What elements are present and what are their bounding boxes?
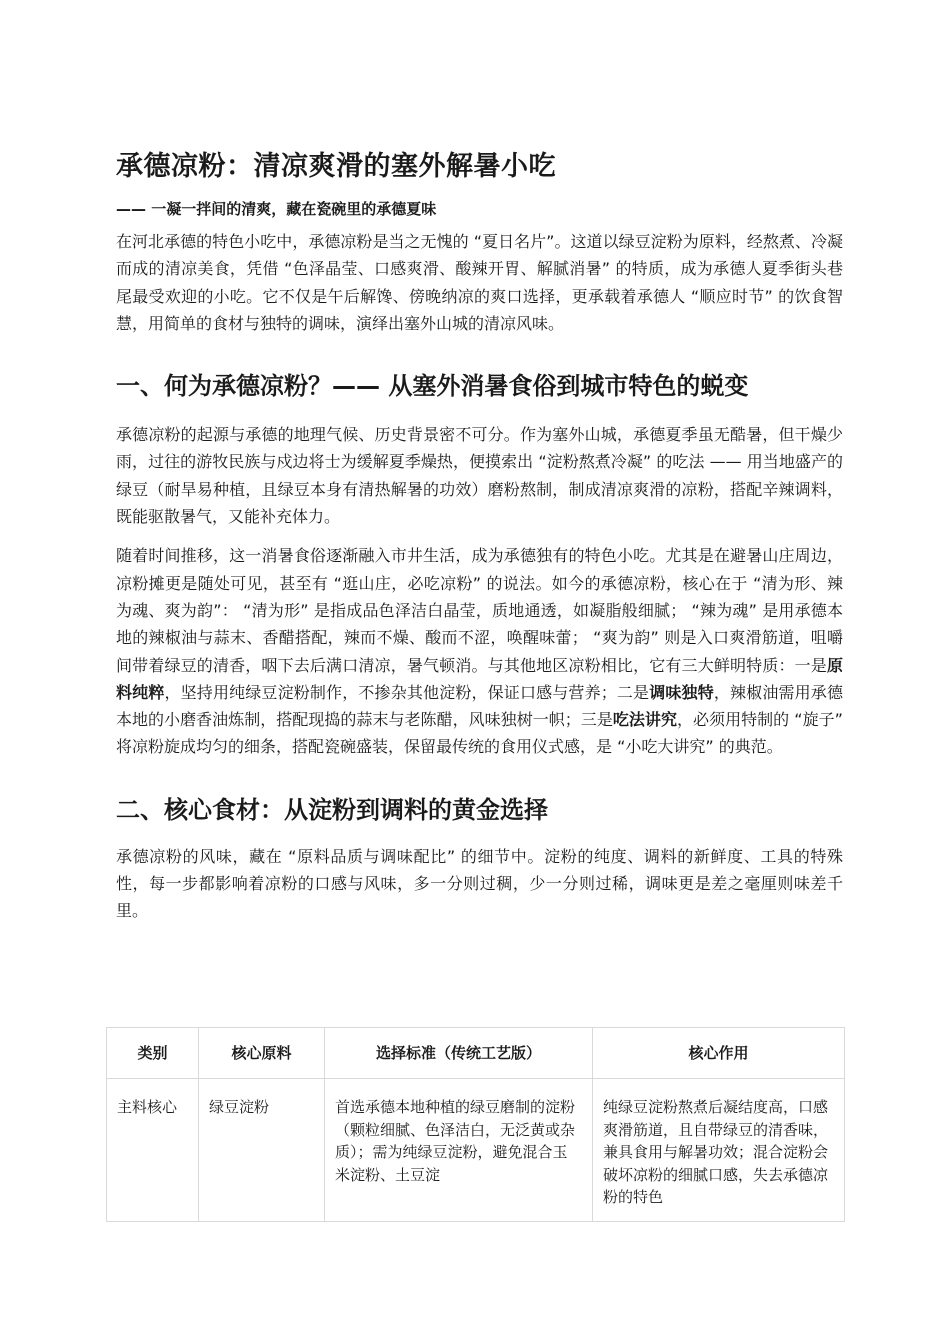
intro-paragraph: 在河北承德的特色小吃中，承德凉粉是当之无愧的 “夏日名片”。这道以绿豆淀粉为原料，经熬煮、冷凝而成的清凉美食，凭借 “色泽晶莹、口感爽滑、酸辣开胃、解腻消暑” 的特质，成为承德人夏季街头巷尾最受欢迎的小吃。它不仅是午后解馋、傍晚纳凉的爽口选择，更承载着承德人 “顺应时节” 的饮食智慧，用简单的食材与独特的调味，演绎出塞外山城的清凉风味。 [116, 232, 843, 333]
column-header-category: 类别 [107, 1028, 199, 1079]
column-header-standard: 选择标准（传统工艺版） [325, 1028, 593, 1079]
section-1-heading: 一、何为承德凉粉？—— 从塞外消暑食俗到城市特色的蜕变 [116, 372, 749, 401]
paragraph-text: ，坚持用纯绿豆淀粉制作，不掺杂其他淀粉，保证口感与营养；二是 [164, 682, 650, 702]
article-body [116, 148, 843, 925]
cell-standard: 首选承德本地种植的绿豆磨制的淀粉（颗粒细腻、色泽洁白，无泛黄或杂质）；需为纯绿豆淀粉，避免混合玉米淀粉、土豆淀 [325, 1079, 593, 1222]
paragraph-text: ，必须用特制的 “旋子” 将凉粉旋成均匀的细条，搭配瓷碗盛装，保留最传统的食用仪式感，是 “小吃大讲究” 的典范。 [116, 710, 843, 757]
page-subtitle: —— 一凝一拌间的清爽，藏在瓷碗里的承德夏味 [116, 200, 437, 218]
column-header-material: 核心原料 [199, 1028, 325, 1079]
cell-role: 纯绿豆淀粉熬煮后凝结度高，口感爽滑筋道，且自带绿豆的清香味，兼具食用与解暑功效；混合淀粉会破坏凉粉的细腻口感，失去承德凉粉的特色 [593, 1079, 845, 1222]
table-row [107, 1079, 845, 1222]
section-1-paragraph-2 [116, 542, 843, 760]
page-title: 承德凉粉：清凉爽滑的塞外解暑小吃 [116, 151, 556, 182]
table-header-row [107, 1028, 845, 1079]
paragraph-text: 随着时间推移，这一消暑食俗逐渐融入市井生活，成为承德独有的特色小吃。尤其是在避暑山庄周边，凉粉摊更是随处可见，甚至有 “逛山庄，必吃凉粉” 的说法。如今的承德凉粉，核心在于 “清为形、辣为魂、爽为韵”： “清为形” 是指成品色泽洁白晶莹，质地通透，如凝脂般细腻； “辣为魂” 是用承德本地的辣椒油与蒜末、香醋搭配，辣而不燥、酸而不涩，唤醒味蕾； “爽为韵” 则是入口爽滑筋道，咀嚼间带着绿豆的清香，咽下去后满口清凉，暑气顿消。与其他地区凉粉相比，它有三大鲜明特质：一是 [116, 546, 843, 675]
section-2-paragraph-1: 承德凉粉的风味，藏在 “原料品质与调味配比” 的细节中。淀粉的纯度、调料的新鲜度、工具的特殊性，每一步都影响着凉粉的口感与风味，多一分则过稠，少一分则过稀，调味更是差之毫厘则味差千里。 [116, 846, 843, 921]
highlight-unique-seasoning: 调味独特 [649, 682, 714, 702]
section-2-heading: 二、核心食材：从淀粉到调料的黄金选择 [116, 795, 548, 824]
cell-material: 绿豆淀粉 [199, 1079, 325, 1222]
ingredients-table [106, 1027, 845, 1222]
highlight-eating-method: 吃法讲究 [612, 710, 677, 730]
section-1-paragraph-1: 承德凉粉的起源与承德的地理气候、历史背景密不可分。作为塞外山城，承德夏季虽无酷暑，但干燥少雨，过往的游牧民族与戍边将士为缓解夏季燥热，便摸索出 “淀粉熬煮冷凝” 的吃法 —— 用当地盛产的绿豆（耐旱易种植，且绿豆本身有清热解暑的功效）磨粉熬制，制成清凉爽滑的凉粉，搭配辛辣调料，既能驱散暑气，又能补充体力。 [116, 425, 843, 527]
paragraph-text: ，辣椒油需用承德本地的小磨香油炼制，搭配现捣的蒜末与老陈醋，风味独树一帜；三是 [116, 682, 843, 730]
cell-category: 主料核心 [107, 1079, 199, 1222]
highlight-pure-ingredients: 原料纯粹 [116, 655, 843, 702]
column-header-role: 核心作用 [593, 1028, 845, 1079]
